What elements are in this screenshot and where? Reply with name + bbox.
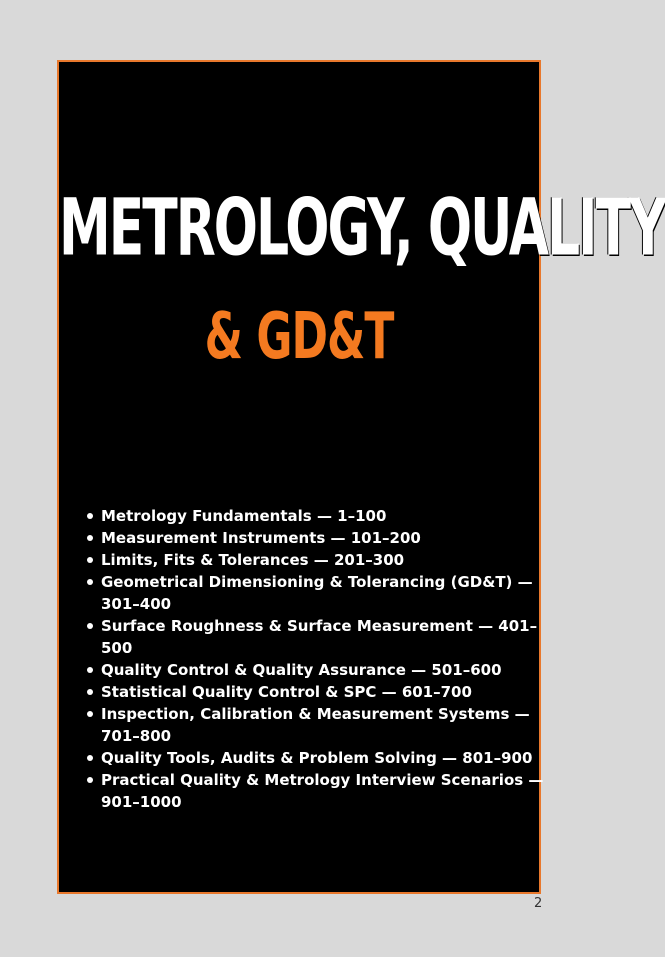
list-item: Geometrical Dimensioning & Tolerancing (GD&T) — 301–400 <box>101 571 553 615</box>
list-item: Measurement Instruments — 101–200 <box>101 527 553 549</box>
page-number: 2 <box>534 896 543 911</box>
cover-panel <box>57 60 665 894</box>
list-item: Surface Roughness & Surface Measurement — 401–500 <box>101 615 553 659</box>
table-of-contents <box>79 505 553 813</box>
list-item: Inspection, Calibration & Measurement Systems — 701–800 <box>101 703 553 747</box>
title-line-2: & GD&T <box>204 300 394 375</box>
list-item: Quality Tools, Audits & Problem Solving — 801–900 <box>101 747 553 769</box>
list-item: Limits, Fits & Tolerances — 201–300 <box>101 549 553 571</box>
list-item: Statistical Quality Control & SPC — 601–700 <box>101 681 553 703</box>
title-line-1: METROLOGY, QUALITY <box>59 184 665 274</box>
list-item: Quality Control & Quality Assurance — 501–600 <box>101 659 553 681</box>
list-item: Metrology Fundamentals — 1–100 <box>101 505 553 527</box>
list-item: Practical Quality & Metrology Interview Scenarios — 901–1000 <box>101 769 553 813</box>
